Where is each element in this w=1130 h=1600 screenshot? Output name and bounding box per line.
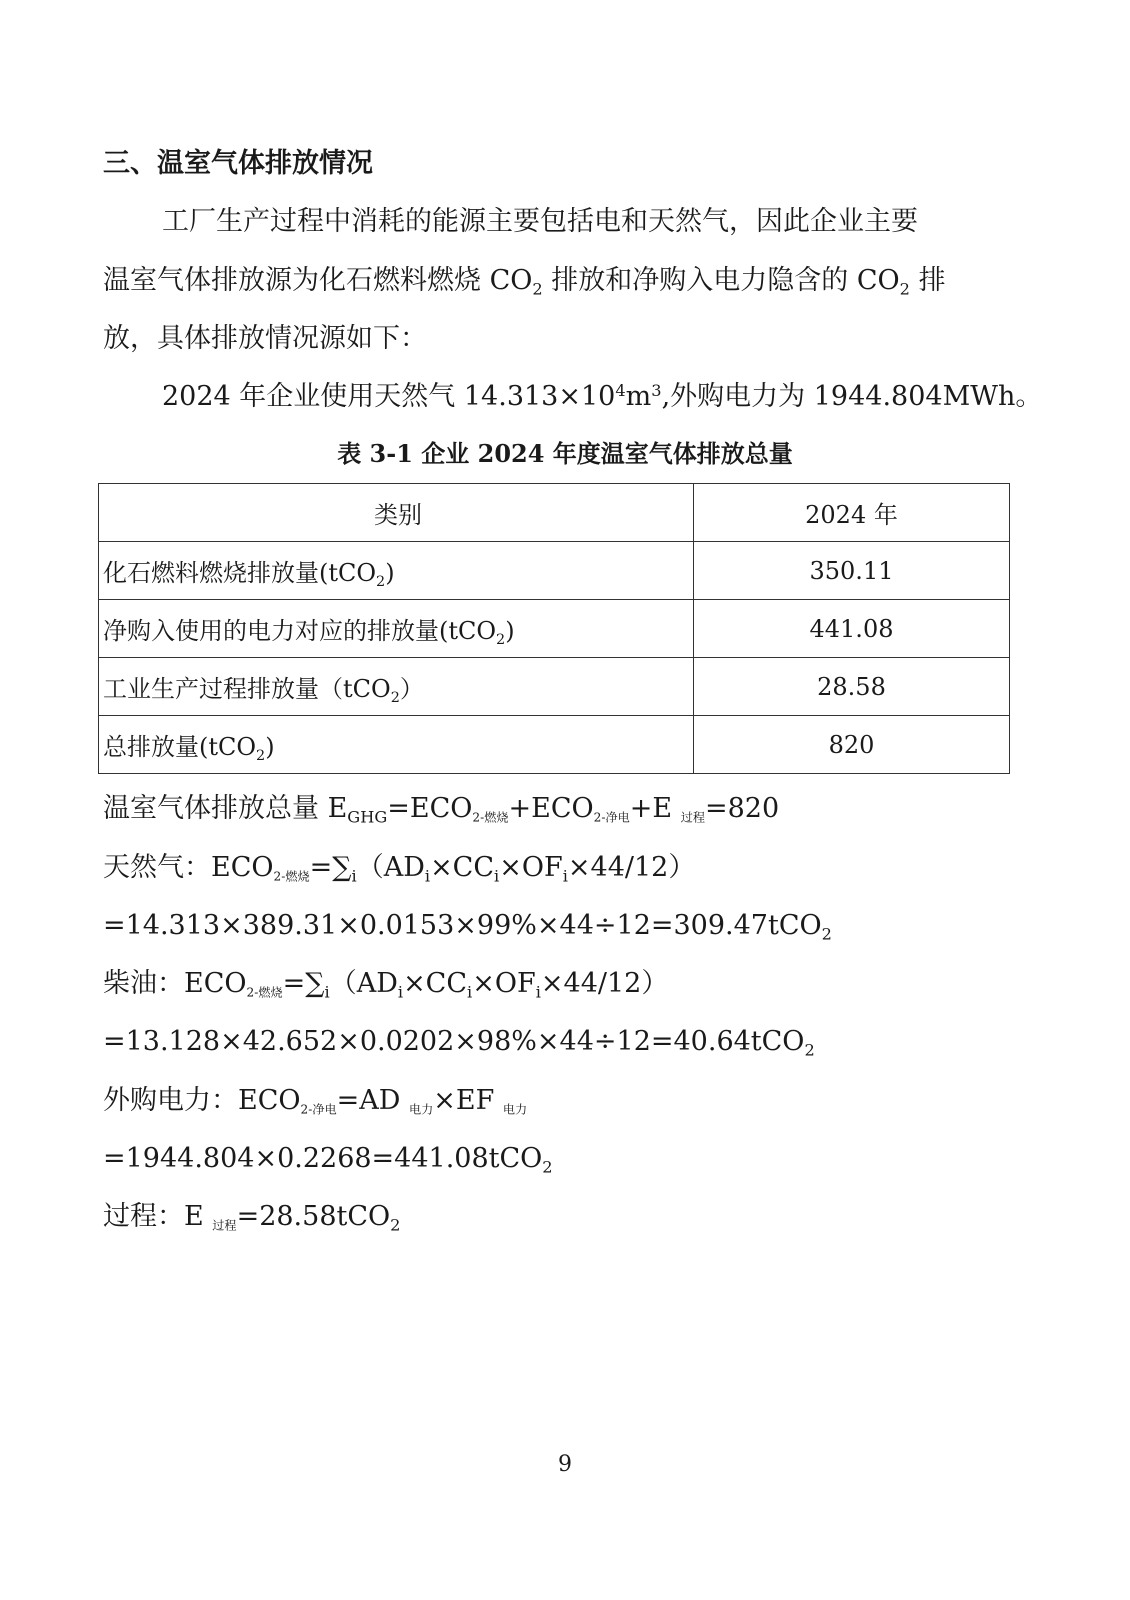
row-label: 工业生产过程排放量（tCO$_2$） <box>99 658 694 716</box>
formula-purchased-power: 外购电力：$ECO_{2-净电}=AD$ $_{电力}$×EF $_{电力}$ <box>103 1085 528 1117</box>
emissions-table <box>98 483 1010 774</box>
table-header-row <box>99 484 1010 542</box>
header-year: 2024 年 <box>694 484 1010 542</box>
table-row <box>99 658 1010 716</box>
energy-usage-paragraph: 2024 年企业使用天然气 $14.313\times 10^4m^3$,外购电力为 1944.804MWh。 <box>162 381 1043 412</box>
formula-natural-gas-calc: =14.313×389.31×0.0153×99%×44÷12=309.47tCO$_2$ <box>103 910 832 944</box>
row-value: 350.11 <box>694 542 1010 600</box>
intro-paragraph-line-2: 温室气体排放源为化石燃料燃烧 $CO_2$ 排放和净购入电力隐含的 $CO_2$ 排 <box>103 265 946 299</box>
formula-total: 温室气体排放总量 $E_{GHG}=ECO_{2-燃烧}+ECO_{2-净电}+E$ $_{过程}$=820 <box>103 793 780 827</box>
intro-paragraph-line-1: 工厂生产过程中消耗的能源主要包括电和天然气，因此企业主要 <box>162 206 918 237</box>
table-row <box>99 600 1010 658</box>
row-label: 化石燃料燃烧排放量(tCO$_2$) <box>99 542 694 600</box>
row-value: 441.08 <box>694 600 1010 658</box>
row-value: 28.58 <box>694 658 1010 716</box>
formula-diesel: 柴油：$ECO_{2-燃烧}=\sum_i(AD_i\times CC_i\times OF_i\times 44/12)$ <box>103 968 669 1002</box>
page-number: 9 <box>558 1452 572 1477</box>
formula-natural-gas: 天然气：$ECO_{2-燃烧}=\sum_i(AD_i\times CC_i\times OF_i\times 44/12)$ <box>103 852 696 886</box>
row-label: 净购入使用的电力对应的排放量(tCO$_2$) <box>99 600 694 658</box>
table-row <box>99 716 1010 774</box>
row-label: 总排放量(tCO$_2$) <box>99 716 694 774</box>
table-caption: 表 3-1 企业 2024 年度温室气体排放总量 <box>337 439 793 468</box>
header-category: 类别 <box>99 484 694 542</box>
formula-diesel-calc: =13.128×42.652×0.0202×98%×44÷12=40.64tCO$_2$ <box>103 1026 815 1060</box>
intro-paragraph-line-3: 放，具体排放情况源如下： <box>103 323 427 354</box>
formula-purchased-power-calc: =1944.804×0.2268=441.08tCO$_2$ <box>103 1143 553 1177</box>
table-row <box>99 542 1010 600</box>
formula-process: 过程：E $_{过程}$=28.58tCO$_2$ <box>103 1201 401 1235</box>
section-heading: 三、温室气体排放情况 <box>103 148 373 179</box>
row-value: 820 <box>694 716 1010 774</box>
